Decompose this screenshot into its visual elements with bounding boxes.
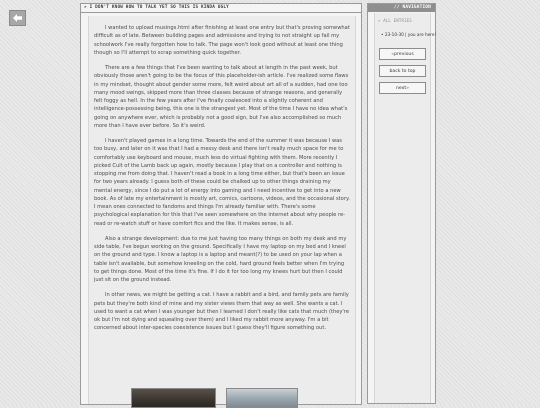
back-arrow-icon xyxy=(12,13,23,23)
post-images xyxy=(131,388,331,408)
all-entries-label: » ALL ENTRIES xyxy=(378,18,412,23)
next-button[interactable] xyxy=(379,82,426,94)
back-to-top-button[interactable] xyxy=(379,65,426,77)
post-paragraph: I haven't played games in a long time. Towards the end of the summer it was because I was too busy, and later on it was that I had a messy desk and there isn't really much space for me to comfortably use keyboard and mouse, much less do virtual fighting with them. More recently I picked Cult of the Lamb back up again, mostly because I play that on a controller and nothing is stopping me from doing that. I haven't read a book in a long time either, but that's been an issue for two years already. I guess both of these could be chalked up to other things draining my mental energy, since I do put a lot of energy into gaming and I need incentive to get into a new book. As of late my entertainment is mostly art, comics, cartoons, videos, and the occasional story. I mean ones connected to fandoms and things I'm already familiar with. There's some psychological explanation for this that I've seen somewhere on the internet about why people re-read or re-watch stuff or have comfort fics and the like. It makes sense, is all. xyxy=(94,138,350,227)
double-left-arrow-icon: « xyxy=(391,52,395,57)
post-content[interactable] xyxy=(88,16,356,404)
navigation-panel xyxy=(367,3,436,404)
post-window xyxy=(80,3,362,405)
back-to-top-label: back to top xyxy=(389,69,416,74)
post-body xyxy=(89,16,355,333)
double-right-arrow-icon: » xyxy=(406,86,409,91)
current-entry-label: 23-10-30 | you are here! xyxy=(384,32,437,37)
current-entry[interactable] xyxy=(375,32,437,37)
post-paragraph: There are a few things that I've been wanting to talk about at length in the past week, but obviously those aren't going to be the focus of this placeholder-ish article. I've realized some flaws in my mindset, thought about gender some more, felt weird about art all of a sudden, had one too many mood swings, skipped more than three classes because of strange reasons, and generally felt foggy as hell. In the few years after I've finally coalesced into a slightly coherent and intelligence-possessing being, this one is the strangest yet. Most of the time I have no idea what's going on anywhere ever, which is probably not a good sign, but I've also accomplished so much more than I have ever before. So it's weird. xyxy=(94,65,349,129)
navigation-header: // NAVIGATION xyxy=(368,4,435,12)
post-paragraph: In other news, we might be getting a cat. I have a rabbit and a bird, and family pets are family pets but they're both kind of mine and my sister views them that way as well. She wants a cat. I used to want a cat when I was younger but then I learned I don't really like cats that much (they're ok but I'm not dying and squealing over them) and I liked my rabbit more anyway. I'm a bit concerned about inter-species coexistence issues but I guess they'll figure something out. xyxy=(94,292,350,332)
previous-button[interactable] xyxy=(379,48,426,60)
post-header: » I DON'T KNOW HOW TO TALK YET SO THIS IS KINDA UGLY xyxy=(81,4,361,13)
bullet-icon: • xyxy=(381,32,385,37)
previous-label: previous xyxy=(394,52,414,57)
post-image[interactable] xyxy=(131,388,216,408)
back-button[interactable] xyxy=(9,10,26,26)
next-label: next xyxy=(396,86,407,91)
post-paragraph: Also a strange development: due to me just having too many things on both my desk and my side table, I've begun working on the ground. Specifically I have my laptop on my bed and I kneel on the ground and type. I know a laptop is a laptop and meant(?) to be used on your lap when a table isn't available, but somehow kneeling on the cold, hard ground feels better when I'm trying to get things done. Most of the time it's fine. If I do it for too long my knees hurt but then I could just sit on the ground instead. xyxy=(94,235,347,283)
navigation-content xyxy=(374,13,437,403)
post-image[interactable] xyxy=(226,388,298,408)
post-paragraph: I wanted to upload musings.html after finishing at least one entry but that's proving somewhat difficult as of late. Between building pages and admissions and trying to not straight up fail my schoolwork I've really forgotten how to talk. The page won't look good without at least one thing though so I'll attempt to scrap something quick together. xyxy=(94,25,350,56)
